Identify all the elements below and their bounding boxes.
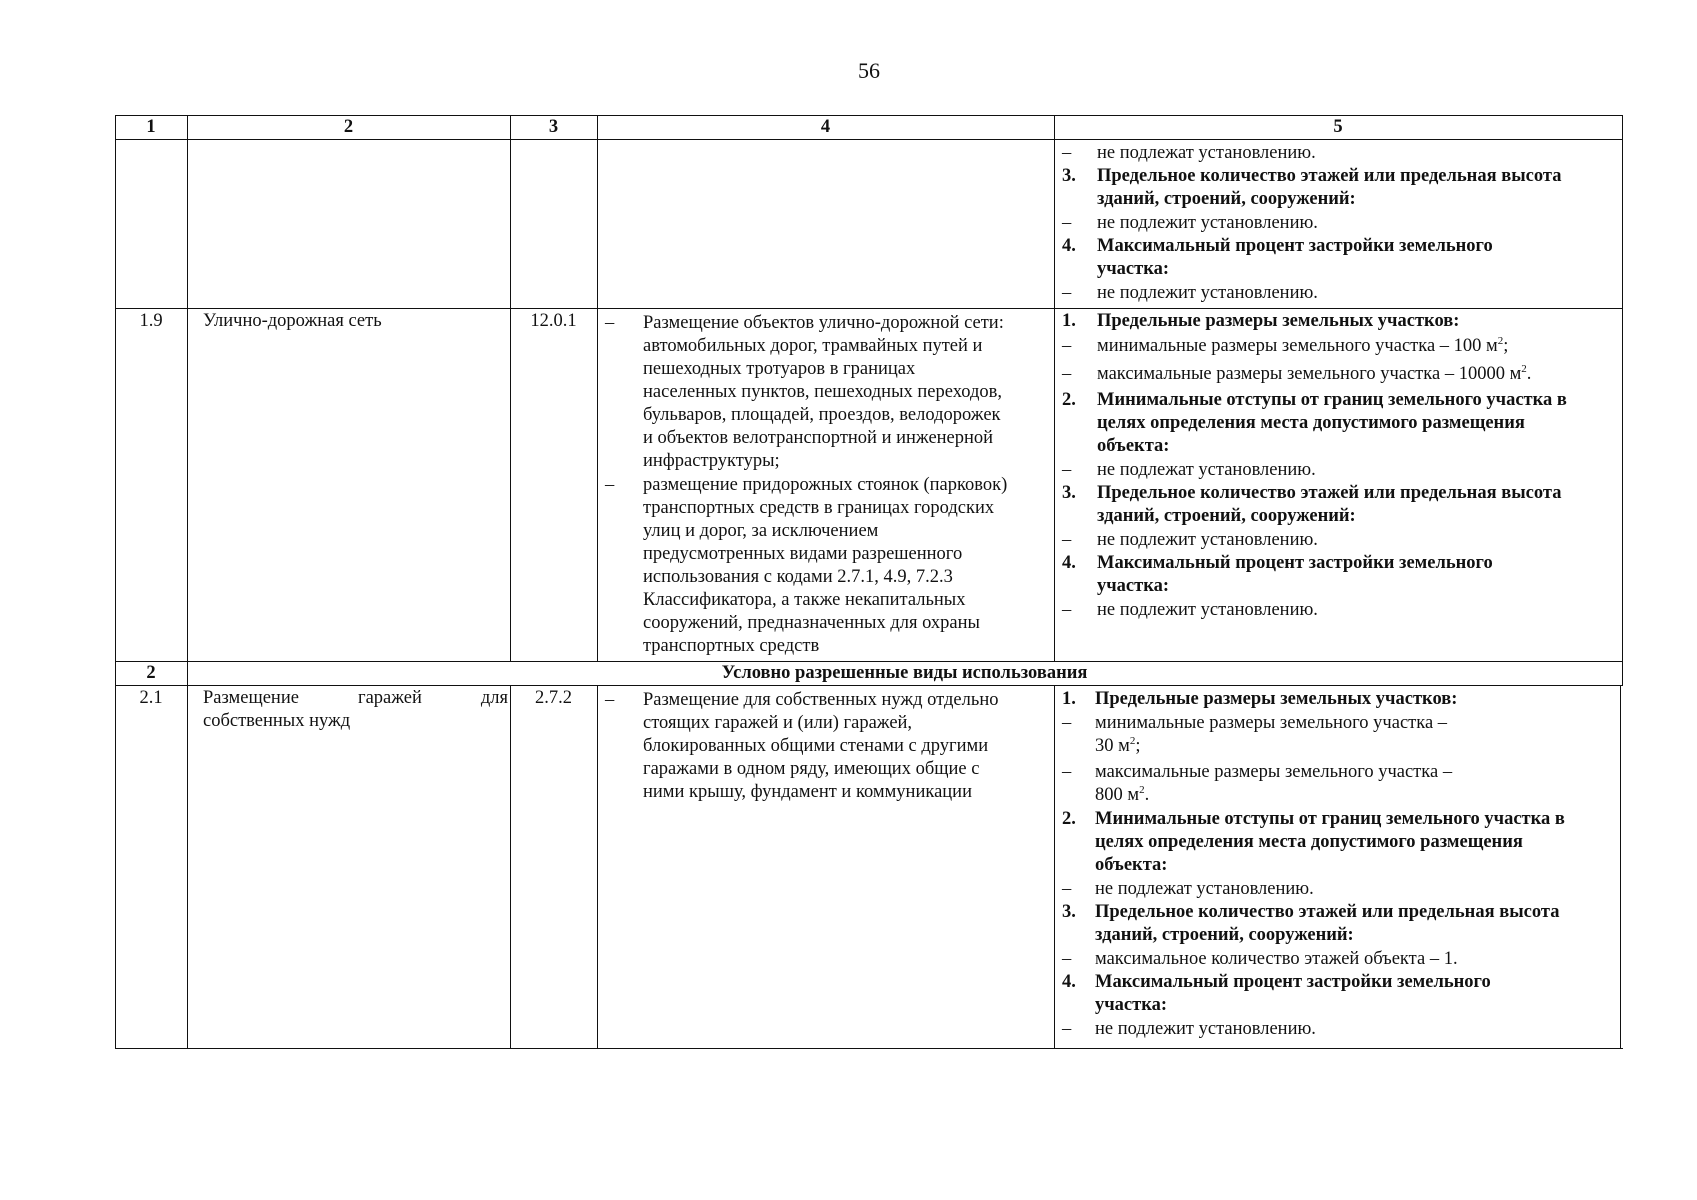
list-marker: – <box>1062 364 1072 384</box>
description-line: автомобильных дорог, трамвайных путей и <box>643 336 983 356</box>
list-item: Максимальный процент застройки земельного <box>1097 553 1493 573</box>
list-item: объекта: <box>1097 436 1170 456</box>
list-item: не подлежит установлению. <box>1097 283 1318 303</box>
list-item: Предельное количество этажей или предельная высота <box>1097 166 1562 186</box>
description-line: Размещение объектов улично-дорожной сети: <box>643 313 1004 333</box>
classifier-code: 2.7.2 <box>535 688 572 708</box>
description-line: населенных пунктов, пешеходных переходов, <box>643 382 1002 402</box>
list-item: Максимальный процент застройки земельного <box>1097 236 1493 256</box>
list-item: не подлежат установлению. <box>1097 143 1316 163</box>
list-marker: – <box>1062 336 1072 356</box>
list-item: максимальные размеры земельного участка – 10000 $м^2$. <box>1097 362 1532 384</box>
list-item: зданий, строений, сооружений: <box>1095 925 1354 945</box>
description-line: инфраструктуры; <box>643 451 780 471</box>
list-marker: – <box>1062 283 1072 303</box>
header-col-1: 1 <box>146 117 156 137</box>
header-col-4: 4 <box>820 117 831 137</box>
list-marker: – <box>605 313 615 333</box>
description-line: гаражами в одном ряду, имеющих общие с <box>643 759 980 779</box>
list-item: Предельное количество этажей или предельная высота <box>1097 483 1562 503</box>
description-line: блокированных общими стенами с другими <box>643 736 989 756</box>
list-item: минимальные размеры земельного участка – 100 $м^2$; <box>1097 334 1509 356</box>
description-line: ними крышу, фундамент и коммуникации <box>643 782 972 802</box>
list-item: Максимальный процент застройки земельного <box>1095 972 1491 992</box>
list-item: не подлежит установлению. <box>1095 1019 1316 1039</box>
description-line: транспортных средств <box>643 636 820 656</box>
section-number: 2 <box>146 663 156 683</box>
description-line: улиц и дорог, за исключением <box>643 521 879 541</box>
list-marker: 1. <box>1062 689 1076 709</box>
list-marker: 3. <box>1062 902 1076 922</box>
header-col-2: 2 <box>343 117 354 137</box>
header-col-5: 5 <box>1333 117 1343 137</box>
list-item: Предельные размеры земельных участков: <box>1095 689 1458 709</box>
list-item: 30 $м^2$; <box>1095 734 1141 756</box>
list-item: Минимальные отступы от границ земельного участка в <box>1095 809 1565 829</box>
list-marker: – <box>1062 879 1072 899</box>
list-item: зданий, строений, сооружений: <box>1097 506 1356 526</box>
list-marker: – <box>1062 600 1072 620</box>
description-line: и объектов велотранспортной и инженерной <box>643 428 994 448</box>
list-marker: 2. <box>1062 809 1076 829</box>
use-type-name: Улично-дорожная сеть <box>203 311 382 331</box>
list-marker: – <box>1062 530 1072 550</box>
use-type-name: собственных нужд <box>203 711 351 731</box>
description-line: Классификатора, а также некапитальных <box>643 590 966 610</box>
list-item: не подлежит установлению. <box>1097 530 1318 550</box>
classifier-code: 12.0.1 <box>530 311 577 331</box>
list-item: не подлежат установлению. <box>1095 879 1314 899</box>
list-marker: – <box>1062 460 1072 480</box>
row-number: 2.1 <box>139 688 163 708</box>
list-item: Предельные размеры земельных участков: <box>1097 311 1460 331</box>
list-marker: – <box>1062 949 1072 969</box>
description-line: бульваров, площадей, проездов, велодорожек <box>643 405 1001 425</box>
header-col-3: 3 <box>548 117 559 137</box>
description-line: использования с кодами 2.7.1, 4.9, 7.2.3 <box>643 567 953 587</box>
section-title: Условно разрешенные виды использования <box>721 663 1088 683</box>
list-marker: 3. <box>1062 483 1076 503</box>
list-marker: 3. <box>1062 166 1076 186</box>
list-item: 800 $м^2$. <box>1095 783 1150 805</box>
list-marker: – <box>1062 143 1072 163</box>
list-marker: 1. <box>1062 311 1076 331</box>
description-line: предусмотренных видами разрешенного <box>643 544 963 564</box>
list-marker: – <box>1062 713 1072 733</box>
list-item: участка: <box>1095 995 1168 1015</box>
list-item: не подлежат установлению. <box>1097 460 1316 480</box>
description-line: размещение придорожных стоянок (парковок) <box>643 475 1008 495</box>
list-item: целях определения места допустимого размещения <box>1097 413 1525 433</box>
page-number: 56 <box>858 58 880 83</box>
list-item: максимальное количество этажей объекта – 1. <box>1095 949 1458 969</box>
list-marker: – <box>605 690 615 710</box>
list-marker: – <box>605 475 615 495</box>
list-marker: – <box>1062 213 1072 233</box>
description-line: пешеходных тротуаров в границах <box>643 359 916 379</box>
list-marker: – <box>1062 762 1072 782</box>
list-item: минимальные размеры земельного участка – <box>1095 713 1448 733</box>
list-item: участка: <box>1097 576 1170 596</box>
list-item: не подлежит установлению. <box>1097 600 1318 620</box>
list-marker: 4. <box>1062 553 1076 573</box>
list-marker: 4. <box>1062 236 1076 256</box>
list-item: максимальные размеры земельного участка – <box>1095 762 1453 782</box>
row-number: 1.9 <box>139 311 163 331</box>
list-item: участка: <box>1097 259 1170 279</box>
description-line: Размещение для собственных нужд отдельно <box>643 690 999 710</box>
list-item: зданий, строений, сооружений: <box>1097 189 1356 209</box>
list-marker: 2. <box>1062 390 1076 410</box>
list-item: Минимальные отступы от границ земельного участка в <box>1097 390 1567 410</box>
list-marker: 4. <box>1062 972 1076 992</box>
list-item: Предельное количество этажей или предельная высота <box>1095 902 1560 922</box>
description-line: транспортных средств в границах городских <box>643 498 995 518</box>
list-marker: – <box>1062 1019 1072 1039</box>
list-item: объекта: <box>1095 855 1168 875</box>
list-item: не подлежит установлению. <box>1097 213 1318 233</box>
list-item: целях определения места допустимого размещения <box>1095 832 1523 852</box>
description-line: стоящих гаражей и (или) гаражей, <box>643 713 913 733</box>
description-line: сооружений, предназначенных для охраны <box>643 613 980 633</box>
